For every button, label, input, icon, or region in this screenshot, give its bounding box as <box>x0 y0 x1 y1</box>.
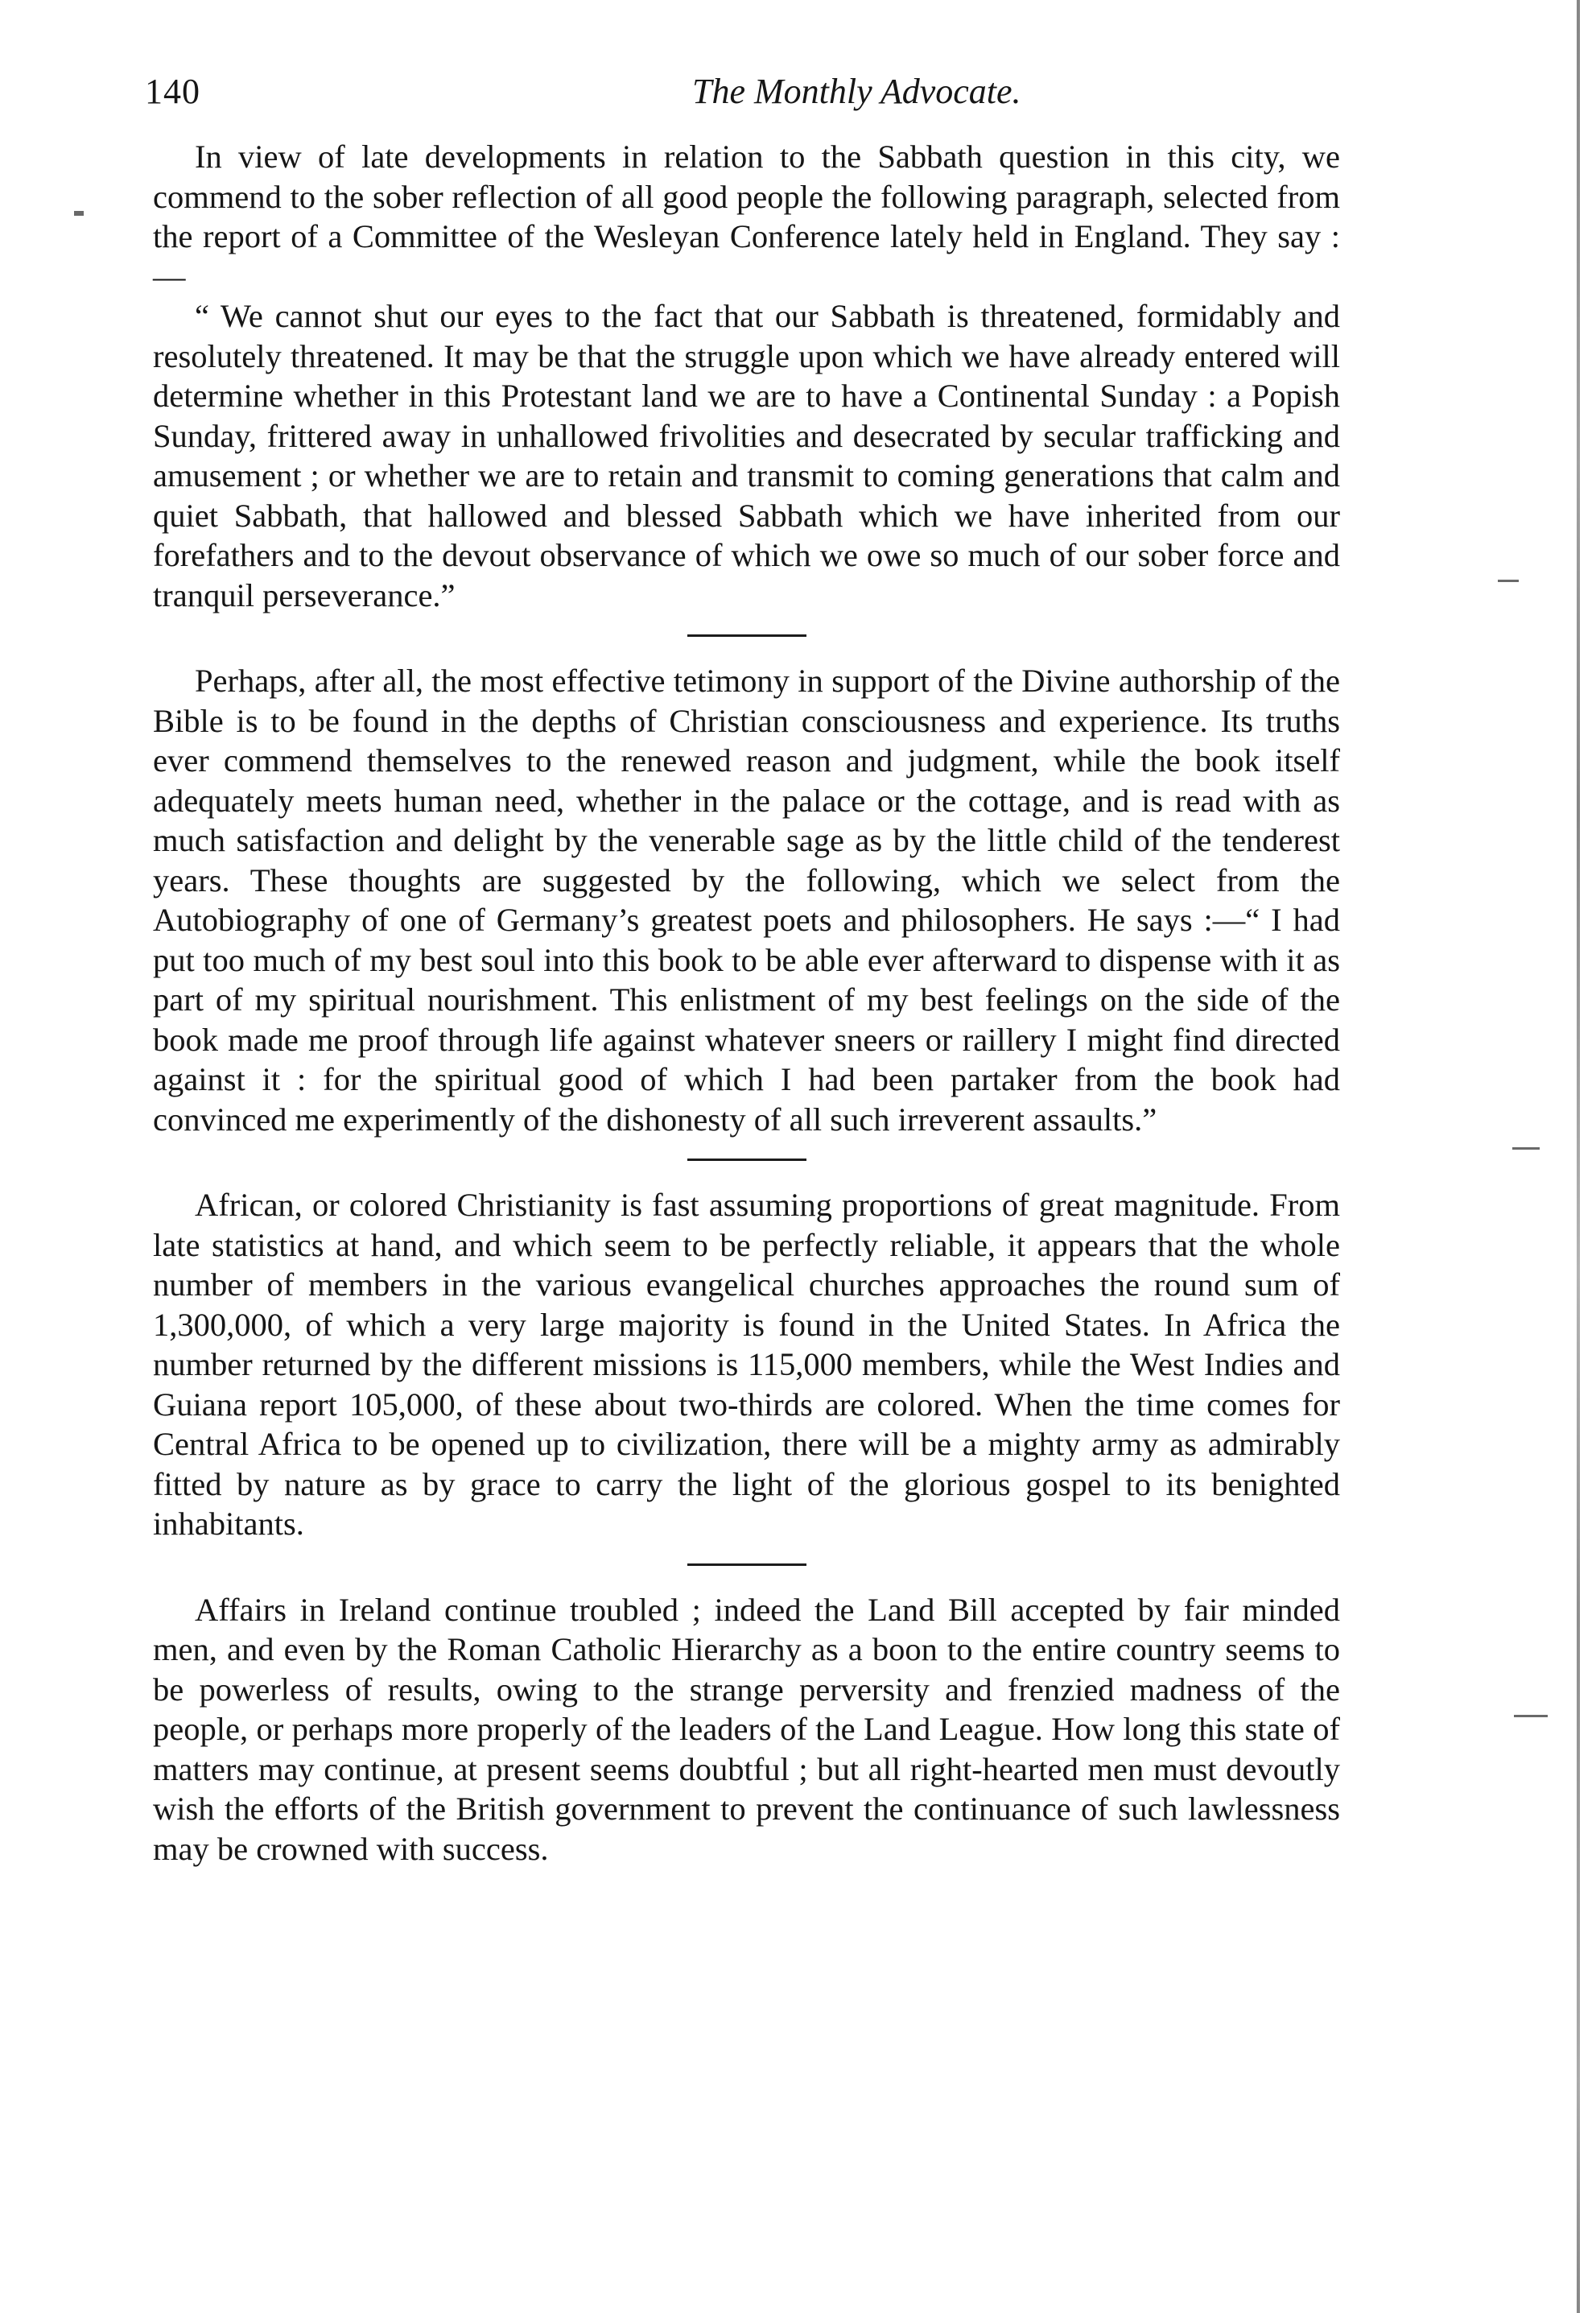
african-christianity-paragraph: African, or colored Christianity is fast assuming proportions of great magnitude. From late statistics at hand, and which seem to be perfectly reliable, it appears that the whole number of members in the various evangelical churches approaches the round sum of 1,300,000, of which a very large majority is found in the United States. In Africa the number returned by the different missions is 115,000 members, while the West Indies and Guiana report 105,000, of these about two-thirds are colored. When the time comes for Central Africa to be opened up to civilization, there will be a mighty army as admirably fitted by nature as by grace to carry the light of the glorious gospel to its benighted inhabitants. <box>153 1187 1340 1542</box>
sabbath-intro-paragraph: In view of late developments in relation to the Sabbath question in this city, we commend to the sober reflection of all good people the following paragraph, selected from the report of a Committee of the Wesleyan Conference lately held in England. They say :— <box>153 138 1340 295</box>
section-divider <box>687 1563 806 1566</box>
scan-mark <box>1512 1147 1540 1150</box>
section-divider <box>687 1159 806 1161</box>
bible-section <box>153 661 1340 1139</box>
wesleyan-quote-paragraph: “ We cannot shut our eyes to the fact that our Sabbath is threatened, formidably and resolutely threatened. It may be that the struggle upon which we have already entered will determine whether in this Protestant land we are to have a Continental Sunday : a Popish Sunday, frittered away in unhallowed frivolities and desecrated by secular trafficking and amusement ; or whether we are to retain and transmit to coming generations that calm and quiet Sabbath, that hallowed and blessed Sabbath which we have inherited from our forefathers and to the devout observance of which we owe so much of our sober force and tranquil perseverance.” <box>153 298 1340 613</box>
bible-testimony-paragraph: Perhaps, after all, the most effective tetimony in support of the Divine authorship of the Bible is to be found in the depths of Christian consciousness and experience. Its truths ever commend themselves to the renewed reason and judgment, while the book itself adequately meets human need, whether in the palace or the cottage, and is read with as much satisfaction and delight by the venerable sage as by the little child of the tenderest years. These thoughts are suggested by the following, which we select from the Autobiography of one of Germany’s greatest poets and philosophers. He says :—“ I had put too much of my best soul into this book to be able ever afterward to dispense with it as part of my spiritual nourishment. This enlistment of my best feelings on the side of the book made me proof through life against whatever sneers or raillery I might find directed against it : for the spiritual good of which I had been partaker from the book had convinced me experimently of the dishonesty of all such irreverent assaults.” <box>153 663 1340 1138</box>
african-christianity-section <box>153 1185 1340 1544</box>
ireland-section <box>153 1590 1340 1869</box>
running-head: The Monthly Advocate. <box>692 72 1021 111</box>
scan-binding-edge <box>1577 0 1580 2313</box>
page-number: 140 <box>145 72 200 111</box>
scan-mark <box>74 211 84 216</box>
scan-mark <box>1514 1715 1548 1717</box>
sabbath-section <box>153 137 1340 615</box>
page-header <box>145 71 1352 119</box>
ireland-affairs-paragraph: Affairs in Ireland continue troubled ; indeed the Land Bill accepted by fair minded men, and even by the Roman Catholic Hierarchy as a boon to the entire country seems to be powerless of results, owing to the strange perversity and frenzied madness of the people, or perhaps more properly of the leaders of the Land League. How long this state of matters may continue, at present seems doubtful ; but all right-hearted men must devoutly wish the efforts of the British government to prevent the continuance of such lawlessness may be crowned with success. <box>153 1591 1340 1867</box>
section-divider <box>687 634 806 637</box>
scan-mark <box>1498 580 1519 582</box>
article-column <box>153 137 1340 1869</box>
